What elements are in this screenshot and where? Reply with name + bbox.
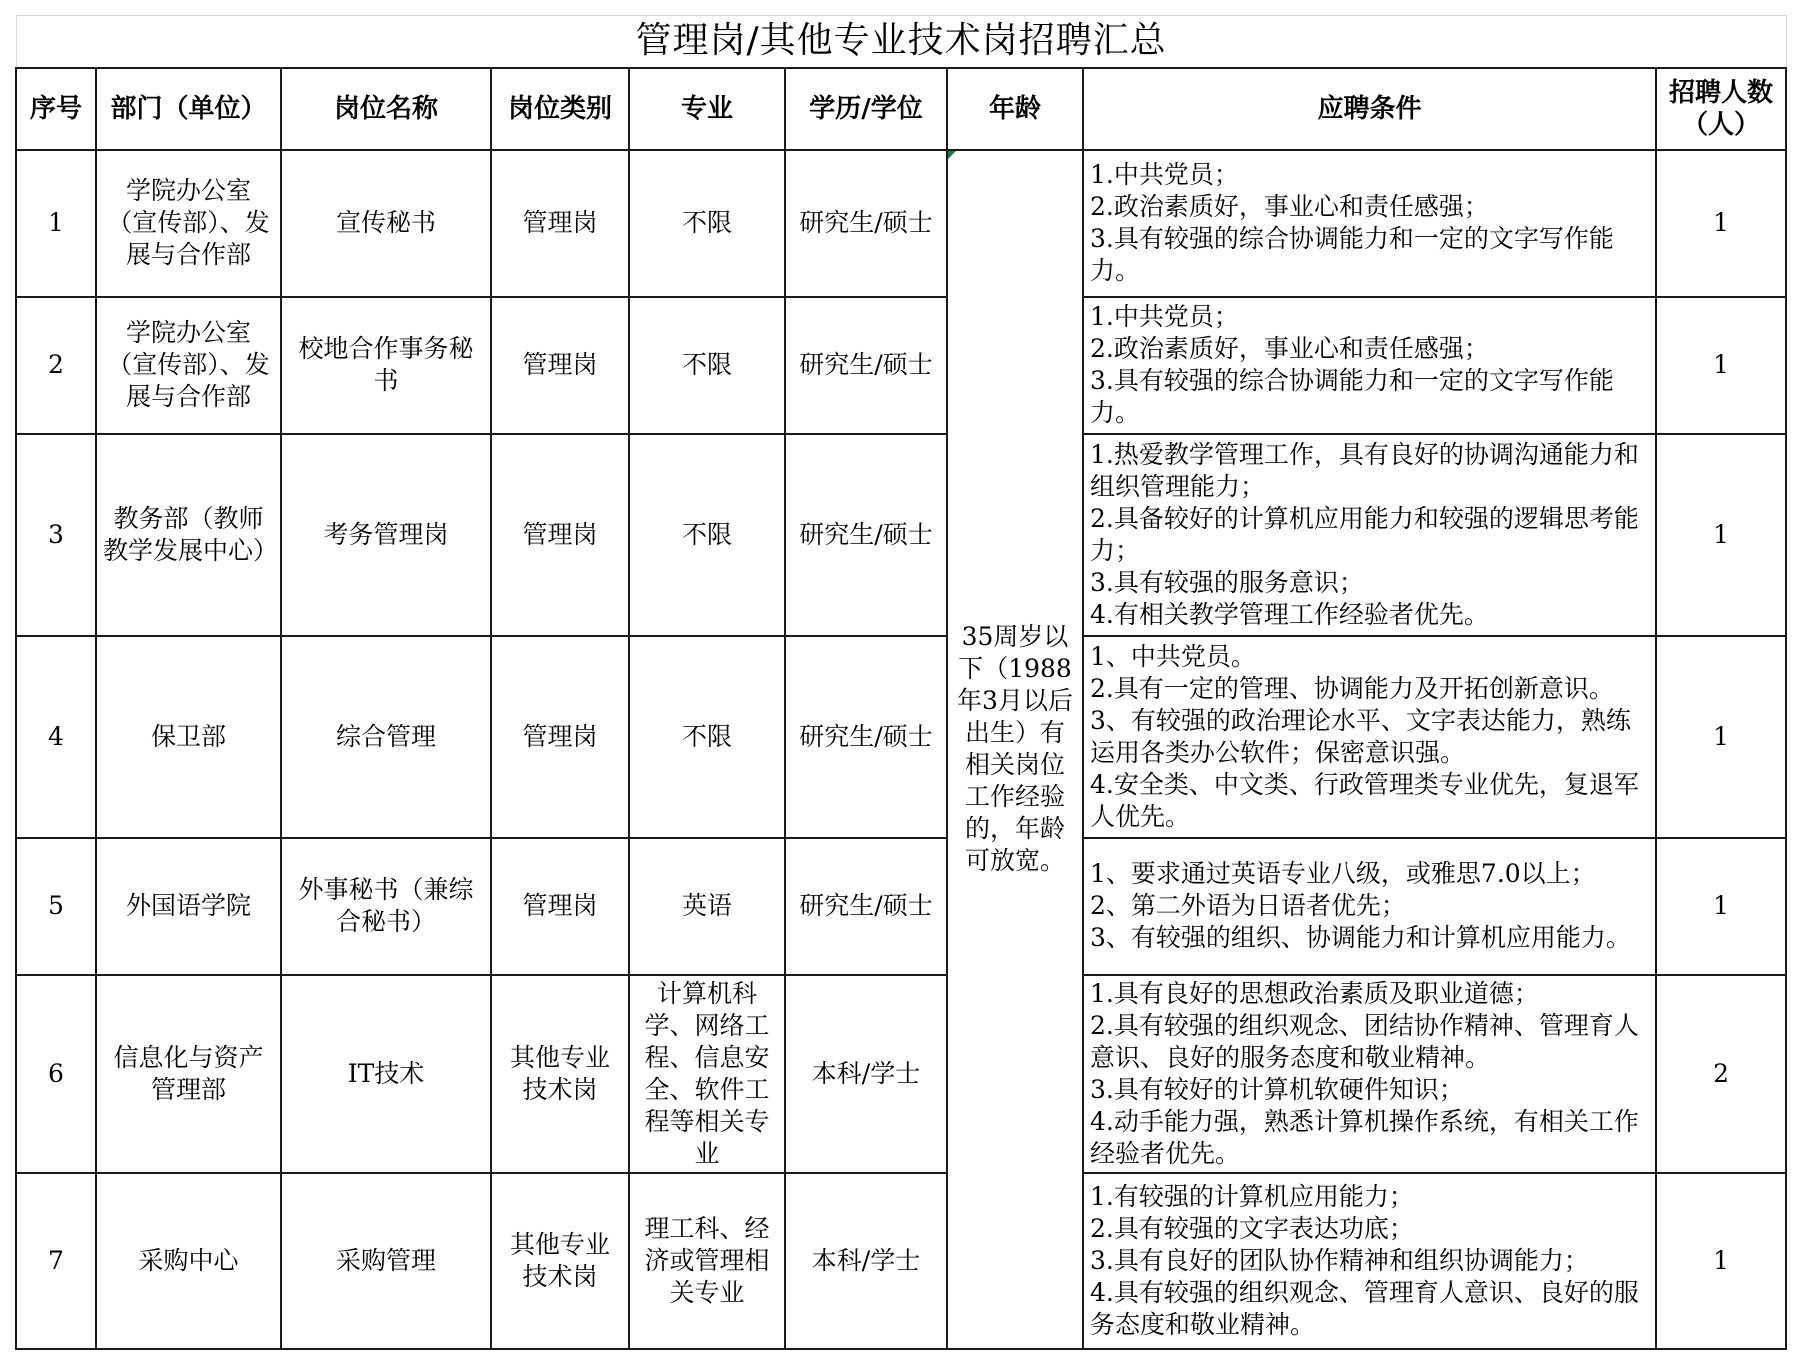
cell-count: 1: [1656, 636, 1786, 838]
condition-line: 4.安全类、中文类、行政管理类专业优先，复退军人优先。: [1090, 769, 1639, 831]
condition-line: 4.有相关教学管理工作经验者优先。: [1090, 599, 1489, 629]
cell-age: [947, 150, 1083, 1349]
cell-dept: 外国语学院: [96, 838, 281, 975]
condition-line: 1.中共党员；: [1090, 160, 1239, 189]
cell-seq: 2: [16, 297, 96, 434]
cell-count: 2: [1656, 975, 1786, 1173]
cell-conditions: [1083, 297, 1656, 434]
cell-seq: 3: [16, 434, 96, 636]
cell-conditions: [1083, 150, 1656, 297]
header-dept: 部门（单位）: [96, 68, 281, 150]
header-category: 岗位类别: [491, 68, 629, 150]
cell-major: 英语: [629, 838, 785, 975]
condition-line: 2.具有一定的管理、协调能力及开拓创新意识。: [1090, 673, 1614, 703]
cell-conditions: [1083, 975, 1656, 1173]
cell-degree: 本科/学士: [785, 1173, 947, 1349]
cell-degree: 研究生/硕士: [785, 150, 947, 297]
cell-post: 外事秘书（兼综合秘书）: [281, 838, 491, 975]
cell-category: 其他专业技术岗: [491, 1173, 629, 1349]
condition-line: 3、有较强的组织、协调能力和计算机应用能力。: [1090, 923, 1631, 952]
cell-major: 理工科、经济或管理相关专业: [629, 1173, 785, 1349]
cell-degree: 研究生/硕士: [785, 434, 947, 636]
condition-line: 4.动手能力强，熟悉计算机操作系统，有相关工作经验者优先。: [1090, 1106, 1639, 1168]
age-text: 35周岁以下（1988年3月以后出生）有相关岗位工作经验的，年龄可放宽。: [957, 622, 1073, 875]
cell-conditions: [1083, 636, 1656, 838]
condition-line: 1.热爱教学管理工作，具有良好的协调沟通能力和组织管理能力；: [1090, 439, 1639, 501]
header-post: 岗位名称: [281, 68, 491, 150]
cell-degree: 研究生/硕士: [785, 838, 947, 975]
condition-line: 2、第二外语为日语者优先；: [1090, 891, 1406, 920]
cell-category: 管理岗: [491, 434, 629, 636]
cell-conditions: [1083, 838, 1656, 975]
cell-degree: 研究生/硕士: [785, 297, 947, 434]
cell-seq: 4: [16, 636, 96, 838]
cell-post: 综合管理: [281, 636, 491, 838]
cell-dept: 学院办公室（宣传部）、发展与合作部: [96, 150, 281, 297]
cell-note-marker: [948, 151, 956, 159]
cell-count: 1: [1656, 150, 1786, 297]
condition-line: 2.具备较好的计算机应用能力和较强的逻辑思考能力；: [1090, 503, 1639, 565]
cell-seq: 6: [16, 975, 96, 1173]
table-row: [16, 297, 1786, 434]
condition-line: 2.具有较强的文字表达功底；: [1090, 1213, 1414, 1243]
condition-line: 3.具有较强的综合协调能力和一定的文字写作能力。: [1090, 224, 1614, 285]
cell-seq: 5: [16, 838, 96, 975]
condition-line: 2.政治素质好，事业心和责任感强；: [1090, 192, 1489, 221]
condition-line: 4.具有较强的组织观念、管理育人意识、良好的服务态度和敬业精神。: [1090, 1277, 1639, 1339]
title-row: [16, 16, 1786, 68]
cell-conditions: [1083, 1173, 1656, 1349]
cell-category: 管理岗: [491, 297, 629, 434]
cell-post: IT技术: [281, 975, 491, 1173]
cell-post: 采购管理: [281, 1173, 491, 1349]
condition-line: 1.中共党员；: [1090, 302, 1239, 331]
table-title: 管理岗/其他专业技术岗招聘汇总: [16, 16, 1786, 68]
condition-line: 1.具有良好的思想政治素质及职业道德；: [1090, 978, 1539, 1008]
condition-line: 3.具有较好的计算机软硬件知识；: [1090, 1074, 1464, 1104]
cell-major: 计算机科学、网络工程、信息安全、软件工程等相关专业: [629, 975, 785, 1173]
header-age: 年龄: [947, 68, 1083, 150]
cell-category: 管理岗: [491, 636, 629, 838]
cell-category: 管理岗: [491, 838, 629, 975]
cell-major: 不限: [629, 434, 785, 636]
cell-dept: 教务部（教师教学发展中心）: [96, 434, 281, 636]
table-row: [16, 636, 1786, 838]
condition-line: 3、有较强的政治理论水平、文字表达能力，熟练运用各类办公软件；保密意识强。: [1090, 705, 1631, 767]
cell-post: 校地合作事务秘书: [281, 297, 491, 434]
cell-category: 其他专业技术岗: [491, 975, 629, 1173]
cell-category: 管理岗: [491, 150, 629, 297]
table-row: [16, 1173, 1786, 1349]
condition-line: 3.具有较强的综合协调能力和一定的文字写作能力。: [1090, 366, 1614, 427]
cell-seq: 1: [16, 150, 96, 297]
cell-degree: 本科/学士: [785, 975, 947, 1173]
table-row: [16, 150, 1786, 297]
table-row: [16, 975, 1786, 1173]
condition-line: 3.具有良好的团队协作精神和组织协调能力；: [1090, 1245, 1589, 1275]
header-row: [16, 68, 1786, 150]
cell-dept: 采购中心: [96, 1173, 281, 1349]
header-conditions: 应聘条件: [1083, 68, 1656, 150]
cell-seq: 7: [16, 1173, 96, 1349]
cell-count: 1: [1656, 1173, 1786, 1349]
cell-post: 考务管理岗: [281, 434, 491, 636]
condition-line: 1.有较强的计算机应用能力；: [1090, 1181, 1414, 1211]
table-row: [16, 434, 1786, 636]
header-count: [1656, 68, 1786, 150]
cell-major: 不限: [629, 636, 785, 838]
cell-major: 不限: [629, 297, 785, 434]
header-major: 专业: [629, 68, 785, 150]
condition-line: 3.具有较强的服务意识；: [1090, 567, 1364, 597]
cell-dept: 信息化与资产管理部: [96, 975, 281, 1173]
cell-dept: 保卫部: [96, 636, 281, 838]
cell-count: 1: [1656, 434, 1786, 636]
cell-count: 1: [1656, 838, 1786, 975]
condition-line: 2.政治素质好，事业心和责任感强；: [1090, 334, 1489, 363]
cell-count: 1: [1656, 297, 1786, 434]
header-count-line2: （人）: [1682, 109, 1761, 140]
recruitment-table: [15, 15, 1787, 1350]
header-seq: 序号: [16, 68, 96, 150]
cell-degree: 研究生/硕士: [785, 636, 947, 838]
header-count-line1: 招聘人数: [1669, 77, 1774, 108]
condition-line: 2.具有较强的组织观念、团结协作精神、管理育人意识、良好的服务态度和敬业精神。: [1090, 1010, 1639, 1072]
recruitment-sheet: [15, 15, 1785, 1348]
condition-line: 1、中共党员。: [1090, 641, 1256, 671]
cell-major: 不限: [629, 150, 785, 297]
cell-post: 宣传秘书: [281, 150, 491, 297]
cell-conditions: [1083, 434, 1656, 636]
table-row: [16, 838, 1786, 975]
header-degree: 学历/学位: [785, 68, 947, 150]
cell-dept: 学院办公室（宣传部）、发展与合作部: [96, 297, 281, 434]
condition-line: 1、要求通过英语专业八级，或雅思7.0以上；: [1090, 859, 1596, 888]
